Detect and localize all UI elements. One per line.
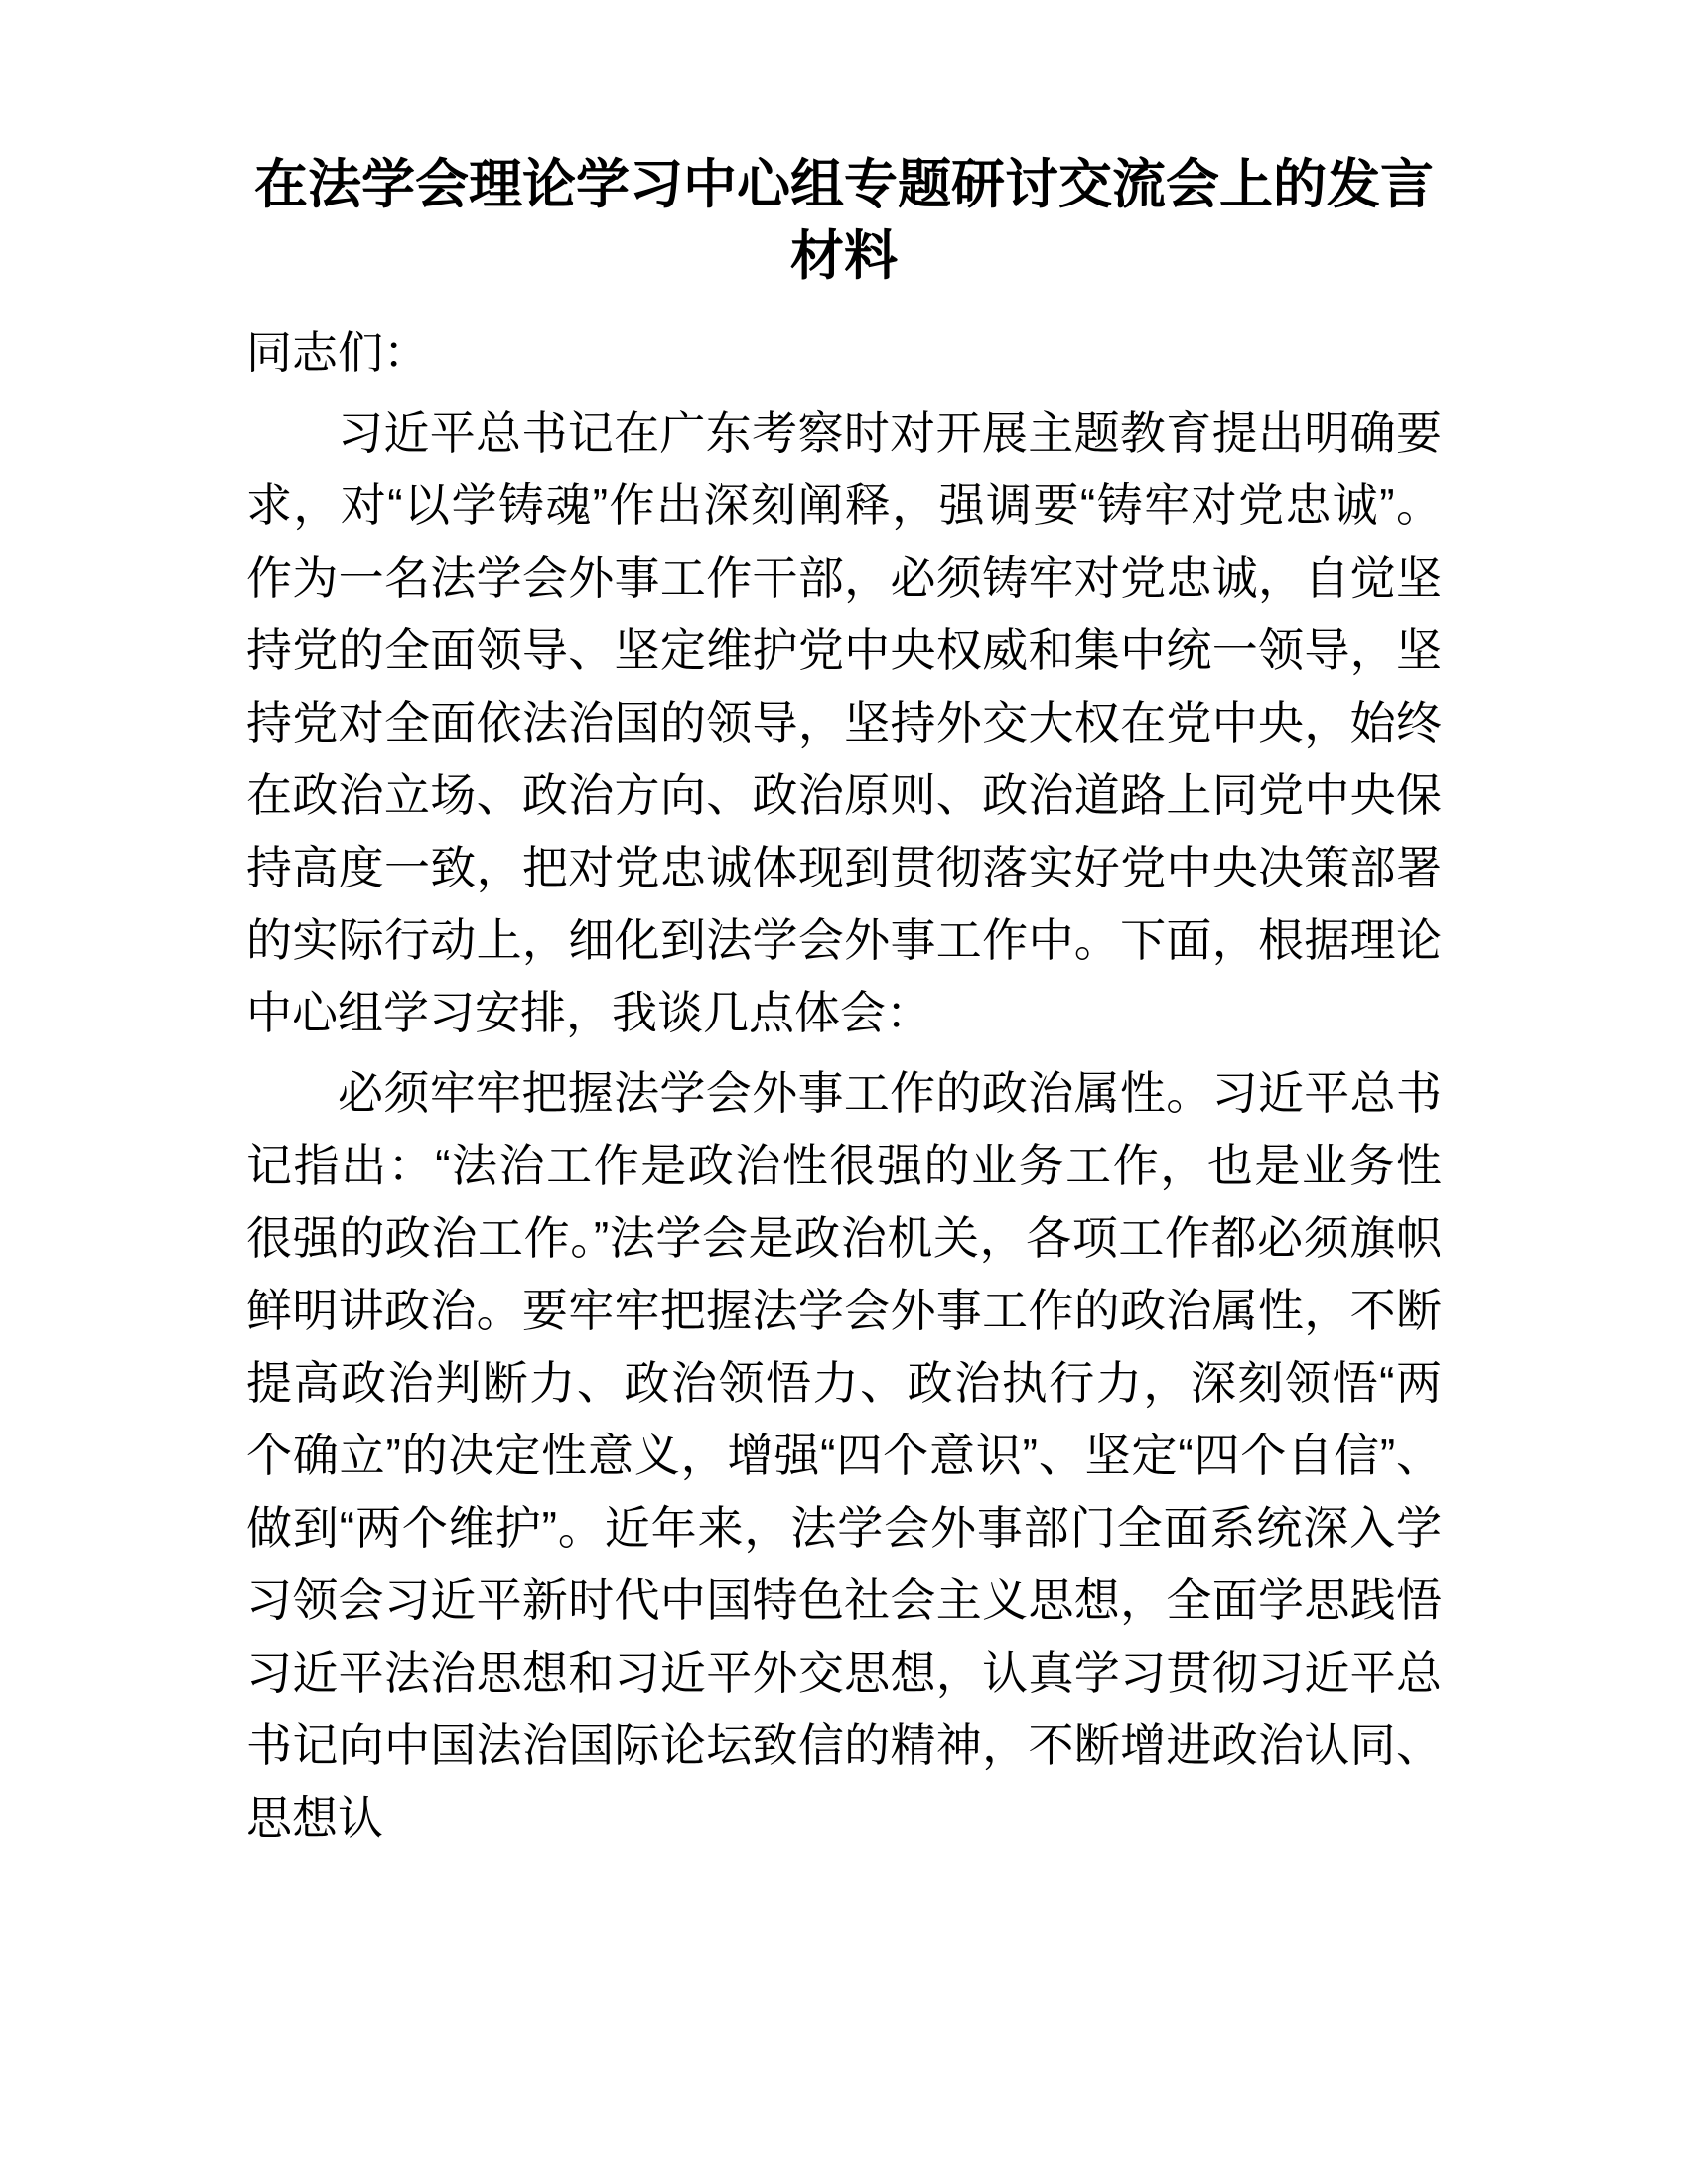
page-title: 在法学会理论学习中心组专题研讨交流会上的发言材料 <box>254 155 1434 287</box>
body-paragraph-2: 必须牢牢把握法学会外事工作的政治属性。习近平总书记指出：“法治工作是政治性很强的业务工作，也是业务性很强的政治工作。”法学会是政治机关，各项工作都必须旗帜鲜明讲政治。要牢牢把握法学会外事工作的政治属性，不断提高政治判断力、政治领悟力、政治执行力，深刻领悟“两个确立”的决定性意义，增强“四个意识”、坚定“四个自信”、做到“两个维护”。近年来，法学会外事部门全面系统深入学习领会习近平新时代中国特色社会主义思想，全面学思践悟习近平法治思想和习近平外交思想，认真学习贯彻习近平总书记向中国法治国际论坛致信的精神，不断增进政治认同、思想认 <box>246 1066 1442 1843</box>
body-paragraph-1: 习近平总书记在广东考察时对开展主题教育提出明确要求，对“以学铸魂”作出深刻阐释，强调要“铸牢对党忠诚”。作为一名法学会外事工作干部，必须铸牢对党忠诚，自觉坚持党的全面领导、坚定维护党中央权威和集中统一领导，坚持党对全面依法治国的领导，坚持外交大权在党中央，始终在政治立场、政治方向、政治原则、政治道路上同党中央保持高度一致，把对党忠诚体现到贯彻落实好党中央决策部署的实际行动上，细化到法学会外事工作中。下面，根据理论中心组学习安排，我谈几点体会： <box>246 406 1442 1038</box>
salutation-paragraph: 同志们： <box>246 326 429 378</box>
